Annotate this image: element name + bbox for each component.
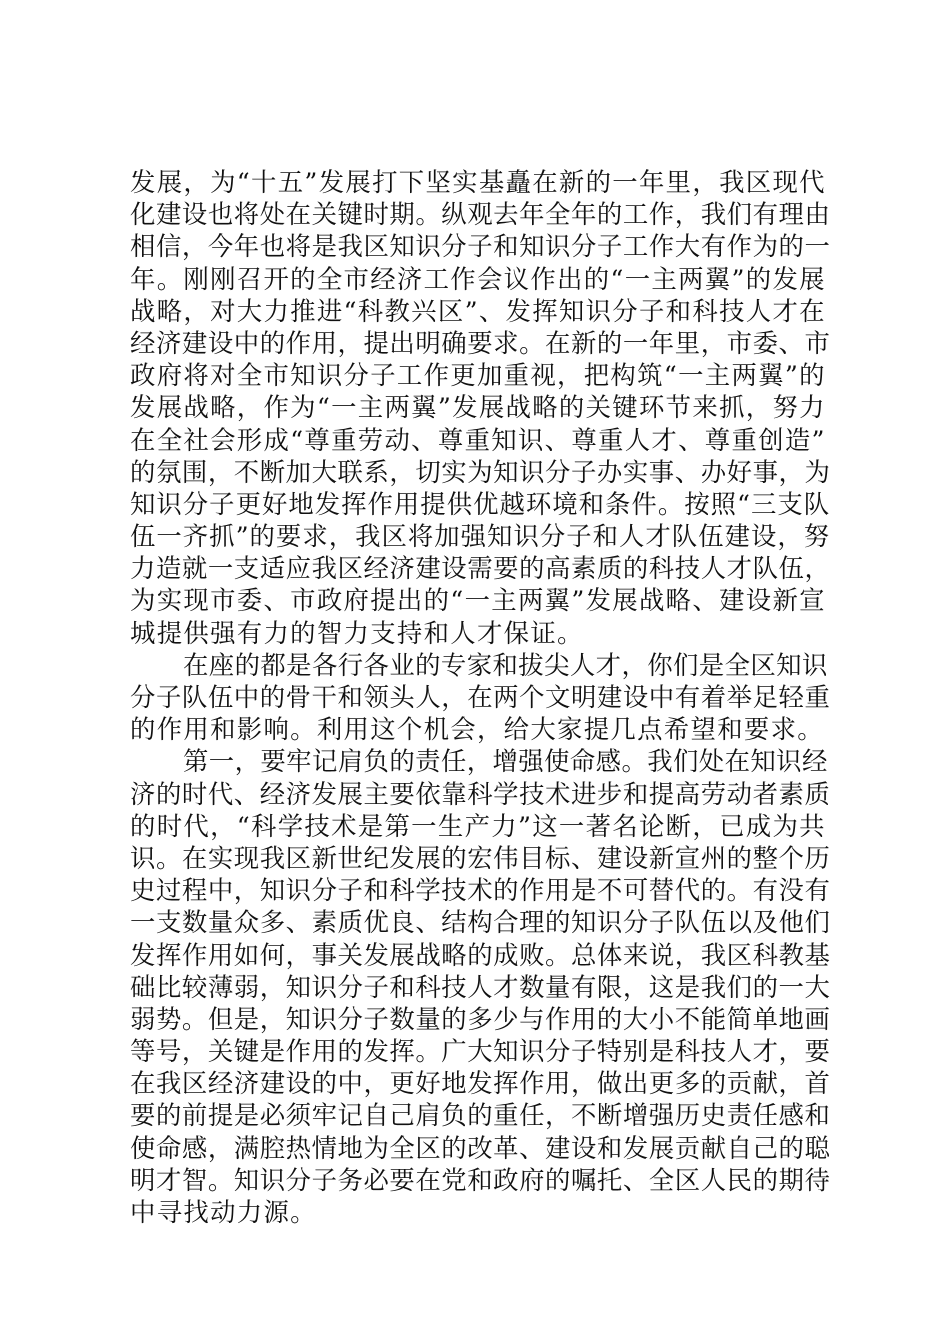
text-line: 年。刚刚召开的全市经济工作会议作出的“一主两翼”的发展 — [130, 263, 826, 294]
text-line: 础比较薄弱，知识分子和科技人才数量有限，这是我们的一大 — [130, 971, 831, 1002]
paragraph-3 — [130, 745, 830, 1228]
text-line: 等号，关键是作用的发挥。广大知识分子特别是科技人才，要 — [130, 1036, 831, 1067]
paragraph-1 — [130, 166, 830, 649]
text-line: 分子队伍中的骨干和领头人，在两个文明建设中有着举足轻重 — [130, 682, 831, 712]
text-line: 明才智。知识分子务必要在党和政府的嘱托、全区人民的期待 — [130, 1164, 831, 1195]
text-line: 为实现市委、市政府提出的“一主两翼”发展战略、建设新宣 — [130, 585, 826, 616]
text-line: 使命感，满腔热情地为全区的改革、建设和发展贡献自己的聪 — [130, 1132, 831, 1163]
text-line: 的作用和影响。利用这个机会，给大家提几点希望和要求。 — [130, 714, 824, 745]
text-line: 弱势。但是，知识分子数量的多少与作用的大小不能简单地画 — [130, 1003, 831, 1034]
text-line: 城提供强有力的智力支持和人才保证。 — [130, 617, 584, 648]
text-line: 在全社会形成“尊重劳动、尊重知识、尊重人才、尊重创造” — [130, 424, 826, 455]
text-line: 发展，为“十五”发展打下坚实基矗在新的一年里，我区现代 — [130, 167, 826, 197]
text-line: 战略，对大力推进“科教兴区”、发挥知识分子和科技人才在 — [130, 295, 826, 326]
paragraph-2 — [130, 649, 830, 746]
text-line: 伍一齐抓”的要求，我区将加强知识分子和人才队伍建设，努 — [130, 521, 831, 552]
text-line: 史过程中，知识分子和科学技术的作用是不可替代的。有没有 — [130, 875, 831, 906]
text-line: 第一，要牢记肩负的责任，增强使命感。我们处在知识经 — [183, 746, 828, 777]
text-line: 发展战略，作为“一主两翼”发展战略的关键环节来抓，努力 — [130, 392, 826, 423]
text-line: 知识分子更好地发挥作用提供优越环境和条件。按照“三支队 — [130, 488, 831, 519]
text-line: 经济建设中的作用，提出明确要求。在新的一年里，市委、市 — [130, 327, 831, 358]
text-line: 的氛围，不断加大联系，切实为知识分子办实事、办好事，为 — [130, 456, 831, 487]
text-line: 一支数量众多、素质优良、结构合理的知识分子队伍以及他们 — [130, 907, 831, 938]
text-line: 相信，今年也将是我区知识分子和知识分子工作大有作为的一 — [130, 231, 831, 262]
text-line: 中寻找动力源。 — [130, 1197, 317, 1227]
text-line: 的时代，“科学技术是第一生产力”这一著名论断，已成为共 — [130, 810, 826, 841]
text-line: 力造就一支适应我区经济建设需要的高素质的科技人才队伍， — [130, 553, 831, 584]
text-line: 在我区经济建设的中，更好地发挥作用，做出更多的贡献，首 — [130, 1068, 831, 1099]
document-body — [130, 166, 830, 1228]
text-line: 要的前提是必须牢记自己肩负的重任，不断增强历史责任感和 — [130, 1100, 831, 1131]
text-line: 识。在实现我区新世纪发展的宏伟目标、建设新宣州的整个历 — [130, 842, 831, 873]
text-line: 化建设也将处在关键时期。纵观去年全年的工作，我们有理由 — [130, 199, 831, 230]
text-line: 政府将对全市知识分子工作更加重视，把构筑“一主两翼”的 — [130, 360, 826, 391]
text-line: 济的时代、经济发展主要依靠科学技术进步和提高劳动者素质 — [130, 778, 831, 809]
text-line: 在座的都是各行各业的专家和拔尖人才，你们是全区知识 — [183, 649, 828, 680]
text-line: 发挥作用如何，事关发展战略的成败。总体来说，我区科教基 — [130, 939, 831, 970]
